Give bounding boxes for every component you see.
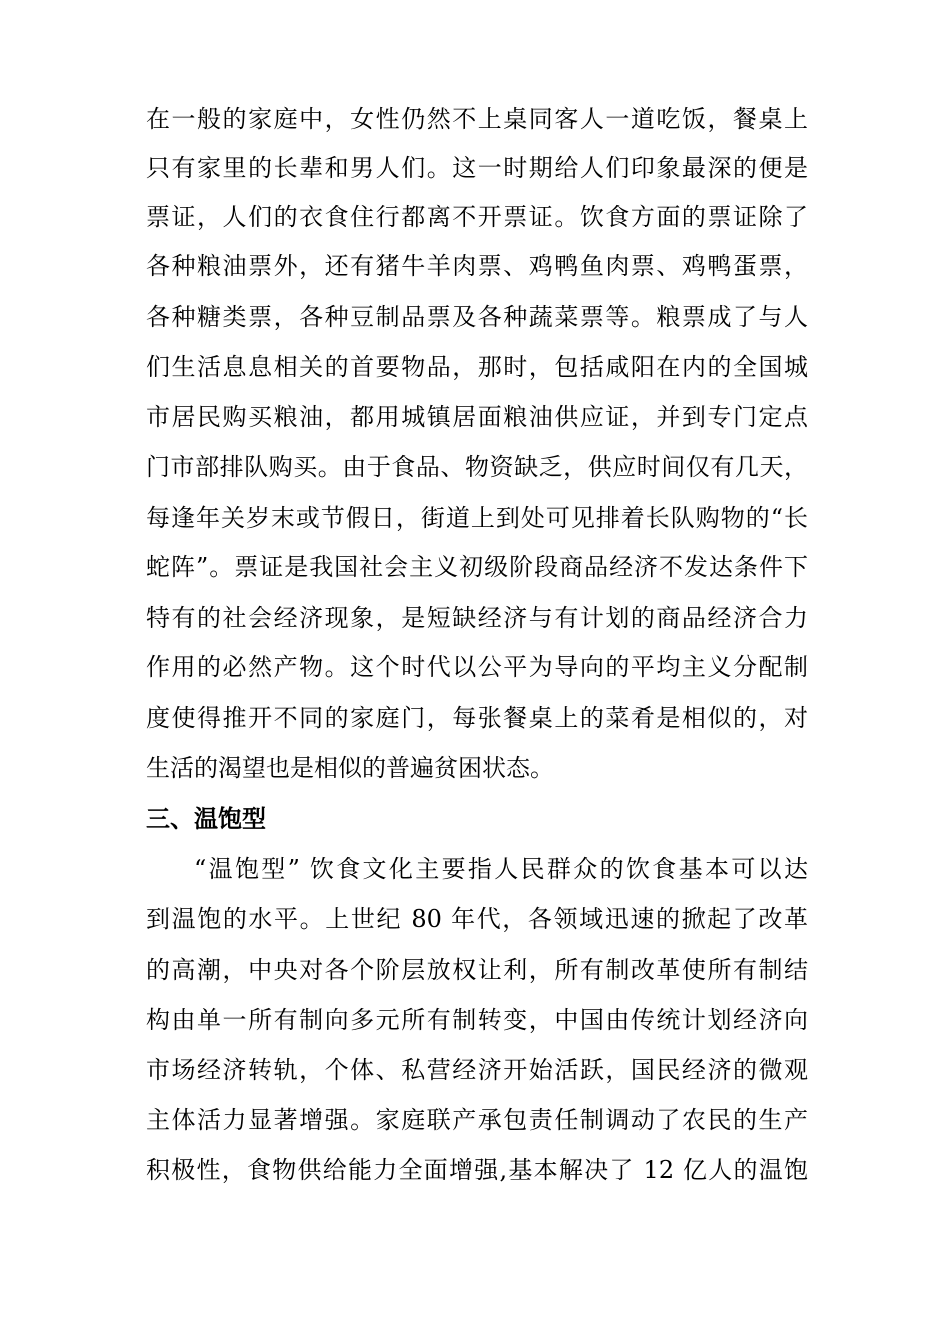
paragraph-line: 各种粮油票外，还有猪牛羊肉票、鸡鸭鱼肉票、鸡鸭蛋票， [146,252,808,280]
paragraph-line: 度使得推开不同的家庭门，每张餐桌上的菜肴是相似的，对 [146,704,808,732]
paragraph-line: 积极性，食物供给能力全面增强,基本解决了 12 亿人的温饱 [146,1156,808,1184]
section-heading: 三、温饱型 [146,805,266,833]
paragraph-line: 市场经济转轨，个体、私营经济开始活跃，国民经济的微观 [146,1056,808,1084]
paragraph-line: 市居民购买粮油，都用城镇居面粮油供应证，并到专门定点 [146,403,808,431]
paragraph-line: 特有的社会经济现象，是短缺经济与有计划的商品经济合力 [146,604,808,632]
paragraph-line: 只有家里的长辈和男人们。这一时期给人们印象最深的便是 [146,154,808,182]
paragraph-line: 作用的必然产物。这个时代以公平为导向的平均主义分配制 [146,653,808,681]
paragraph-line: 在一般的家庭中，女性仍然不上桌同客人一道吃饭，餐桌上 [146,105,808,133]
paragraph-line: 各种糖类票，各种豆制品票及各种蔬菜票等。粮票成了与人 [146,303,808,331]
paragraph-line: 门市部排队购买。由于食品、物资缺乏，供应时间仅有几天， [146,453,808,481]
paragraph-line: 构由单一所有制向多元所有制转变，中国由传统计划经济向 [146,1006,808,1034]
paragraph-line: 们生活息息相关的首要物品，那时，包括咸阳在内的全国城 [146,353,808,381]
paragraph-line: 到温饱的水平。上世纪 80 年代，各领域迅速的掀起了改革 [146,905,808,933]
paragraph-line: 主体活力显著增强。家庭联产承包责任制调动了农民的生产 [146,1106,808,1134]
paragraph-line: 票证，人们的衣食住行都离不开票证。饮食方面的票证除了 [146,203,808,231]
paragraph-line: 生活的渴望也是相似的普遍贫困状态。 [146,754,554,782]
paragraph-line: 蛇阵”。票证是我国社会主义初级阶段商品经济不发达条件下 [146,553,808,581]
paragraph-line: 的高潮，中央对各个阶层放权让利，所有制改革使所有制结 [146,956,808,984]
paragraph-line: 每逢年关岁末或节假日，街道上到处可见排着长队购物的“长 [146,504,808,532]
paragraph-line: “温饱型” 饮食文化主要指人民群众的饮食基本可以达 [194,855,808,883]
